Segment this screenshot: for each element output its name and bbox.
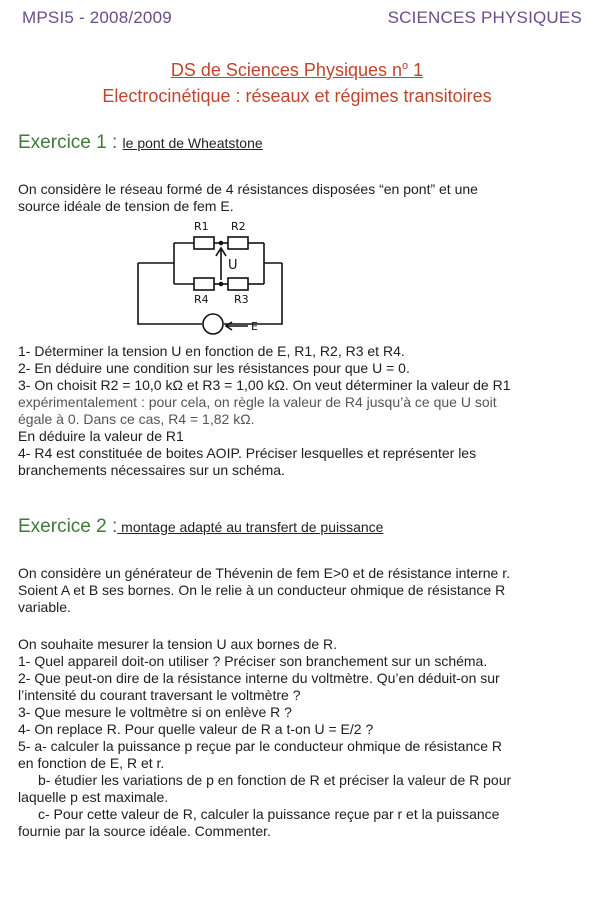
- exercise-2-intro: [18, 565, 583, 616]
- exercise-2-subtitle: montage adapté au transfert de puissance: [117, 519, 384, 535]
- ex2-lead: On souhaite mesurer la tension U aux bornes de R.: [18, 636, 338, 652]
- ex2-question-4: 4- On replace R. Pour quelle valeur de R a t-on U = E/2 ?: [18, 721, 374, 737]
- exercise-2-intro-line1: On considère un générateur de Thévenin de fem E>0 et de résistance interne r.: [18, 565, 510, 581]
- exercise-1-colon: :: [106, 132, 123, 153]
- exercise-1-intro: [18, 181, 583, 215]
- ex2-question-5a-line1: 5- a- calculer la puissance p reçue par le conducteur ohmique de résistance R: [18, 738, 503, 754]
- title-main: DS de Sciences Physiques n: [170, 60, 402, 80]
- page-title: [0, 60, 594, 81]
- ex2-question-1: 1- Quel appareil doit-on utiliser ? Préciser son branchement sur un schéma.: [18, 653, 488, 669]
- exercise-2-intro-line3: variable.: [18, 599, 71, 615]
- ex2-question-2-line2: l’intensité du courant traversant le voltmètre ?: [18, 687, 301, 703]
- header-subject: SCIENCES PHYSIQUES: [387, 8, 582, 27]
- exercise-2-heading: [18, 516, 383, 538]
- ex1-question-4-line2: branchements nécessaires sur un schéma.: [18, 462, 285, 478]
- exercise-1-heading: [18, 132, 263, 154]
- ex2-question-5b-line1: b- étudier les variations de p en fonction de R et préciser la valeur de R pour: [38, 772, 512, 788]
- title-sup: o: [402, 60, 409, 72]
- exercise-1-questions: [18, 343, 583, 479]
- label-r1: R1: [194, 220, 209, 233]
- ex2-question-3: 3- Que mesure le voltmètre si on enlève R ?: [18, 704, 292, 720]
- ex1-question-3-line4: En déduire la valeur de R1: [18, 428, 184, 444]
- ex1-question-2: 2- En déduire une condition sur les résistances pour que U = 0.: [18, 360, 410, 376]
- exercise-2-intro-line2: Soient A et B ses bornes. On le relie à un conducteur ohmique de résistance R: [18, 582, 506, 598]
- ex1-question-3-line2: expérimentalement : pour cela, on règle la valeur de R4 jusqu’à ce que U soit: [18, 394, 497, 410]
- ex2-question-5c-line1: c- Pour cette valeur de R, calculer la puissance reçue par r et la puissance: [38, 806, 500, 822]
- ex1-question-3-line1: 3- On choisit R2 = 10,0 kΩ et R3 = 1,00 kΩ. On veut déterminer la valeur de R1: [18, 377, 511, 393]
- label-e: E: [251, 320, 258, 333]
- header-class-year: MPSI5 - 2008/2009: [22, 8, 172, 27]
- wheatstone-bridge-diagram: [130, 218, 290, 336]
- exercise-1-subtitle: le pont de Wheatstone: [122, 135, 263, 151]
- exercise-2-label: Exercice 2: [18, 516, 107, 537]
- exercise-2-questions: [18, 636, 583, 840]
- ex2-question-2-line1: 2- Que peut-on dire de la résistance interne du voltmètre. Qu’en déduit-on sur: [18, 670, 500, 686]
- ex2-question-5a-line2: en fonction de E, R et r.: [18, 755, 165, 771]
- exercise-1-intro-line2: source idéale de tension de fem E.: [18, 198, 234, 214]
- page-subtitle: Electrocinétique : réseaux et régimes transitoires: [102, 86, 492, 106]
- ex1-question-1: 1- Déterminer la tension U en fonction de E, R1, R2, R3 et R4.: [18, 343, 405, 359]
- exercise-2-colon: :: [106, 516, 118, 537]
- ex2-question-5c-line2: fournie par la source idéale. Commenter.: [18, 823, 271, 839]
- ex1-question-3-line3: égale à 0. Dans ce cas, R4 = 1,82 kΩ.: [18, 411, 255, 427]
- ex2-question-5b-line2: laquelle p est maximale.: [18, 789, 169, 805]
- exercise-1-intro-line1: On considère le réseau formé de 4 résistances disposées “en pont” et une: [18, 181, 478, 197]
- exercise-1-label: Exercice 1: [18, 132, 107, 153]
- ex1-question-4-line1: 4- R4 est constituée de boites AOIP. Préciser lesquelles et représenter les: [18, 445, 477, 461]
- label-r4: R4: [194, 293, 209, 306]
- label-u: U: [228, 258, 238, 273]
- label-r3: R3: [234, 293, 249, 306]
- title-number: 1: [408, 60, 424, 80]
- label-r2: R2: [231, 220, 246, 233]
